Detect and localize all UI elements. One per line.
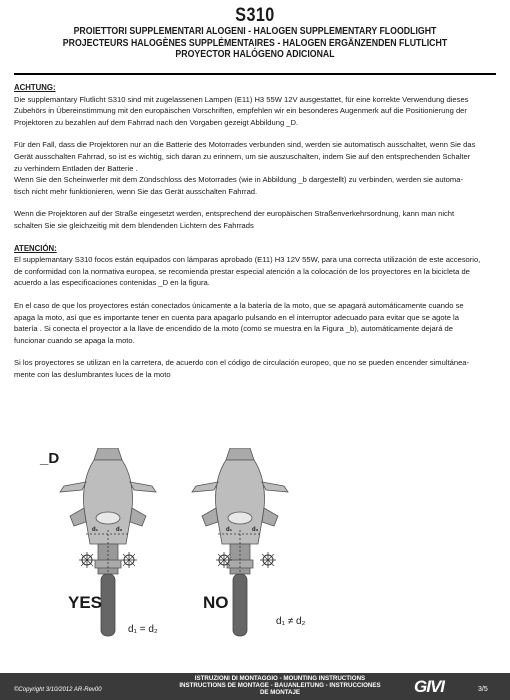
german-p1-line: Zubehörs in Übereinstimmung mit den europäischen Vorschriften, empfehlen wir ein besonderes Augenmerk auf die Positionierung der [14,106,467,116]
document-header [0,6,510,61]
german-p1-line: Die supplemantary Flutlicht S310 sind mit zugelassenen Lampen (E11) H3 55W 12V ausgestattet, für eine korrekte Verwendung dieses [14,94,469,104]
footer-title [150,675,410,697]
german-p1-line: Projektoren zu bezahlen auf dem Fahrrad nach den Vorgaben gezeigt Abbildung _D. [14,117,299,127]
spanish-p2-line: funcionar cuando se apaga la moto. [14,335,135,345]
title-line-1: PROIETTORI SUPPLEMENTARI ALOGENI - HALOGEN SUPPLEMENTARY FLOODLIGHT [73,26,437,37]
not-equal-formula: d₁ ≠ d₂ [276,616,306,627]
footer-line: INSTRUCTIONS DE MONTAGE - BAUANLEITUNG - INSTRUCCIONES [179,682,381,690]
d2-label-no: d₂ [252,527,259,533]
german-p2-line: zu verhindern Entladen der Batterie . [14,163,138,173]
body-text [14,82,500,380]
figure-d [0,448,510,663]
spanish-p1-line: acuerdo a las especificaciones contenidas _D en la figura. [14,278,210,288]
figure-label: _D [40,450,60,467]
no-label: NO [203,593,229,612]
spanish-p1-line: de conformidad con la normativa europea, se recomienda prestar especial atención a la colocación de los proyectores en la bicicleta de [14,266,470,276]
d1-label-no: d₁ [226,527,233,533]
yes-label: YES [68,593,103,612]
german-heading: ACHTUNG: [14,83,56,92]
spanish-p2-line: batería . Si conecta el proyector a la llave de encendido de la moto (como se muestra en la Figura _b), automáticamente dejará de [14,324,453,334]
model-title: S310 [235,5,275,26]
motorcycle-diagrams [0,448,510,663]
spanish-p3-line: Si los proyectores se utilizan en la carretera, de acuerdo con el código de circulación europeo, que no se pueden encender simultánea- [14,358,470,368]
german-p2-line: Für den Fall, dass die Projektoren nur an die Batterie des Motorrades verbunden sind, werden sie automatisch ausschaltet, wenn Sie das [14,140,476,150]
spanish-p3-line: mente con las deslumbrantes luces de la moto [14,369,171,379]
header-divider [14,73,496,75]
copyright: ©Copyright 3/10/2012 AR-Rev00 [14,687,102,693]
spanish-p1-line: El supplemantary S310 focos están equipados con lámparas aprobado (E11) H3 12V 55W, para una correcta utilización de este accesorio, [14,255,481,265]
footer-bar [0,673,510,700]
german-p2-line: Gerät ausschalten Fahrrad, so ist es wichtig, sich daran zu erinnern, um sie auszuschalten, indem Sie auf den entsprechenden Schalter [14,151,471,161]
page-number: 3/5 [478,686,488,693]
german-p2-line: Wenn Sie den Scheinwerfer mit dem Zündschloss des Motorrades (wie in Abbildung _b dargestellt) zu verbinden, werden sie automa- [14,175,463,185]
german-p3-line: Wenn die Projektoren auf der Straße eingesetzt werden, entsprechend der europäischen Straßenverkehrsordnung, kann man nicht [14,209,455,219]
spanish-heading: ATENCIÓN: [14,243,57,253]
spanish-p2-line: apaga la moto, así que es importante tener en cuenta para apagarlo pulsando en el interruptor adecuado para evitar que se agote la [14,312,459,322]
footer-line: ISTRUZIONI DI MONTAGGIO - MOUNTING INSTRUCTIONS [194,675,366,682]
givi-logo: GIVI [414,677,445,696]
equal-formula: d₁ = d₂ [128,624,158,635]
title-line-3: PROYECTOR HALÓGENO ADICIONAL [175,49,335,61]
d1-label-yes: d₁ [92,527,99,533]
d2-label-yes: d₂ [116,527,123,533]
title-line-2: PROJECTEURS HALOGÈNES SUPPLÉMENTAIRES - HALOGEN ERGÄNZENDEN FLUTLICHT [62,37,448,49]
german-p2-line: tisch nicht mehr funktionieren, wenn Sie das Gerät ausschalten Fahrrad. [14,186,258,196]
footer-line: DE MONTAJE [259,689,301,697]
german-p3-line: schalten Sie sie gleichzeitig mit dem blendenden Lichtern des Fahrrads [14,220,254,230]
spanish-p2-line: En el caso de que los proyectores están conectados únicamente a la batería de la moto, que se apagará automáticamente cuando se [14,300,464,310]
